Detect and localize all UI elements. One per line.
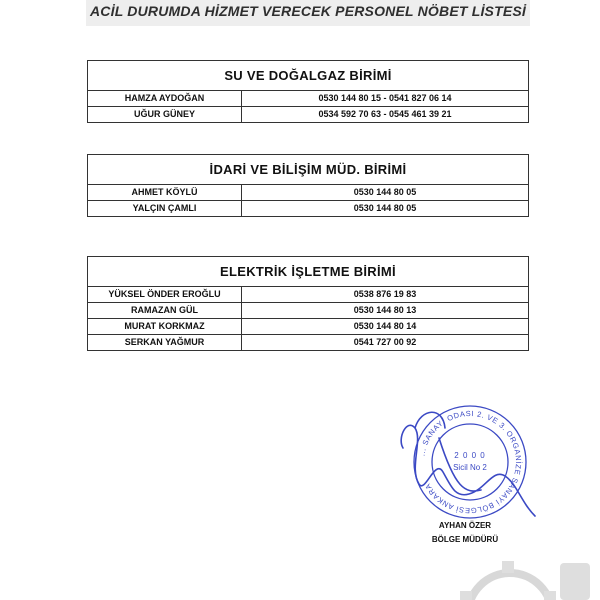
unit-table-admin-it bbox=[87, 154, 529, 217]
table-row bbox=[88, 201, 528, 216]
staff-name: MURAT KORKMAZ bbox=[88, 319, 242, 334]
table-row bbox=[88, 287, 528, 303]
staff-phone: 0541 727 00 92 bbox=[353, 337, 417, 347]
signer-name: AYHAN ÖZER bbox=[438, 521, 492, 530]
table-row bbox=[88, 107, 528, 122]
staff-phone: 0534 592 70 63 - 0545 461 39 21 bbox=[318, 109, 452, 119]
staff-name: UĞUR GÜNEY bbox=[88, 107, 242, 122]
unit-table-electric bbox=[87, 256, 529, 351]
table-row bbox=[88, 335, 528, 350]
staff-name: SERKAN YAĞMUR bbox=[88, 335, 242, 350]
page-title: ACİL DURUMDA HİZMET VERECEK PERSONEL NÖBET LİSTESİ bbox=[90, 3, 526, 19]
staff-name: YÜKSEL ÖNDER EROĞLU bbox=[88, 287, 242, 302]
watermark-logo bbox=[440, 555, 600, 600]
unit-title: İDARİ VE BİLİŞİM MÜD. BİRİMİ bbox=[88, 155, 528, 185]
staff-name: YALÇIN ÇAMLI bbox=[88, 201, 242, 216]
stamp-year: 2 0 0 0 bbox=[454, 451, 486, 460]
staff-phone: 0530 144 80 14 bbox=[353, 321, 417, 331]
stamp-ring-text: ... SANAYİ ODASI 2. VE 3. ORGANİZE SANAYİ BÖLGESİ ANKARA bbox=[417, 408, 524, 516]
staff-name: RAMAZAN GÜL bbox=[88, 303, 242, 318]
staff-phone: 0530 144 80 05 bbox=[353, 203, 417, 213]
staff-phone: 0530 144 80 15 - 0541 827 06 14 bbox=[318, 93, 452, 103]
table-row bbox=[88, 185, 528, 201]
staff-phone: 0530 144 80 05 bbox=[353, 187, 417, 197]
unit-table-water-gas bbox=[87, 60, 529, 123]
stamp-registry: Sicil No 2 bbox=[453, 463, 487, 472]
unit-title: ELEKTRİK İŞLETME BİRİMİ bbox=[88, 257, 528, 287]
table-row bbox=[88, 303, 528, 319]
table-row bbox=[88, 91, 528, 107]
table-row bbox=[88, 319, 528, 335]
staff-phone: 0538 876 19 83 bbox=[353, 289, 417, 299]
unit-title: SU VE DOĞALGAZ BİRİMİ bbox=[88, 61, 528, 91]
staff-phone: 0530 144 80 13 bbox=[353, 305, 417, 315]
official-stamp bbox=[395, 398, 545, 526]
signer-block bbox=[415, 519, 515, 547]
staff-name: AHMET KÖYLÜ bbox=[88, 185, 242, 200]
signer-title: BÖLGE MÜDÜRÜ bbox=[431, 535, 499, 544]
staff-name: HAMZA AYDOĞAN bbox=[88, 91, 242, 106]
